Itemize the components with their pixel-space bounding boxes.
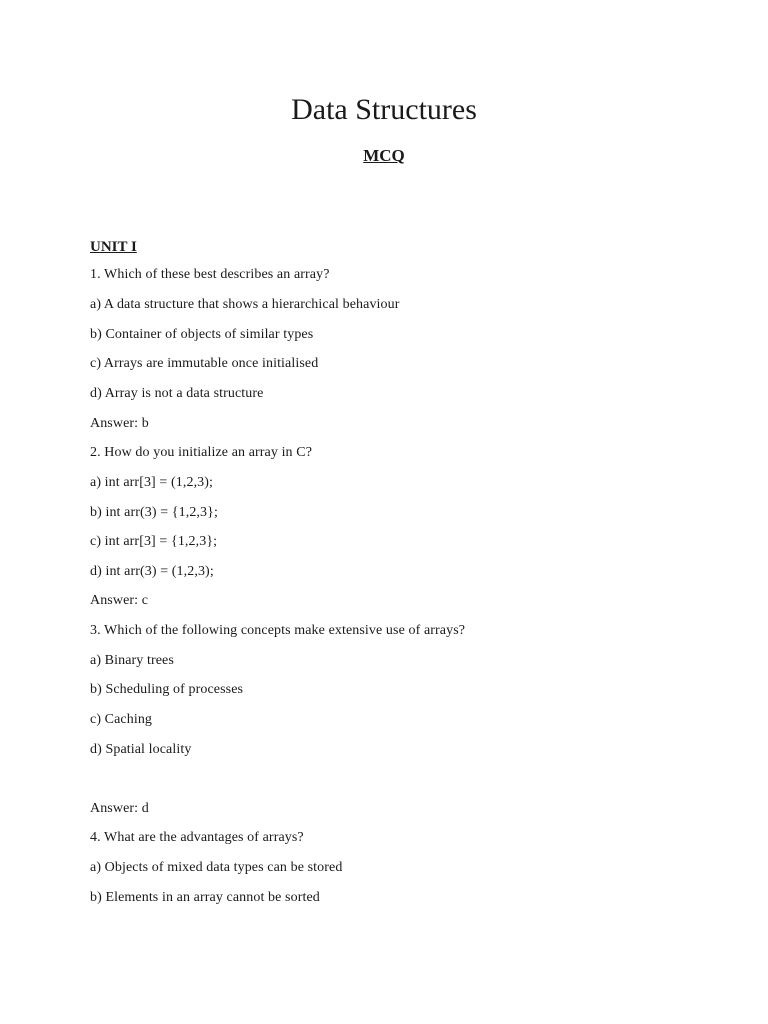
answer-line: Answer: c <box>90 593 149 608</box>
option-line: d) Spatial locality <box>90 742 192 757</box>
question-line: 4. What are the advantages of arrays? <box>90 830 304 845</box>
question-line: 3. Which of the following concepts make extensive use of arrays? <box>90 623 466 638</box>
option-line: b) Scheduling of processes <box>90 682 244 697</box>
option-line: a) Objects of mixed data types can be stored <box>90 860 343 875</box>
option-line: a) int arr[3] = (1,2,3); <box>90 475 214 490</box>
option-line: b) int arr(3) = {1,2,3}; <box>90 505 218 520</box>
answer-line: Answer: b <box>90 416 149 431</box>
option-line: a) Binary trees <box>90 653 174 668</box>
document-title: Data Structures <box>291 93 477 126</box>
option-line: c) Arrays are immutable once initialised <box>90 356 319 371</box>
question-line: 2. How do you initialize an array in C? <box>90 445 313 460</box>
option-line: c) int arr[3] = {1,2,3}; <box>90 534 218 549</box>
option-line: b) Elements in an array cannot be sorted <box>90 890 320 905</box>
option-line: a) A data structure that shows a hierarchical behaviour <box>90 297 400 312</box>
document-subtitle: MCQ <box>363 146 405 165</box>
option-line: b) Container of objects of similar types <box>90 327 314 342</box>
option-line: d) Array is not a data structure <box>90 386 264 401</box>
answer-line: Answer: d <box>90 801 149 816</box>
option-line: c) Caching <box>90 712 153 727</box>
option-line: d) int arr(3) = (1,2,3); <box>90 564 214 579</box>
question-line: 1. Which of these best describes an array? <box>90 267 330 282</box>
unit-heading: UNIT I <box>90 239 137 255</box>
